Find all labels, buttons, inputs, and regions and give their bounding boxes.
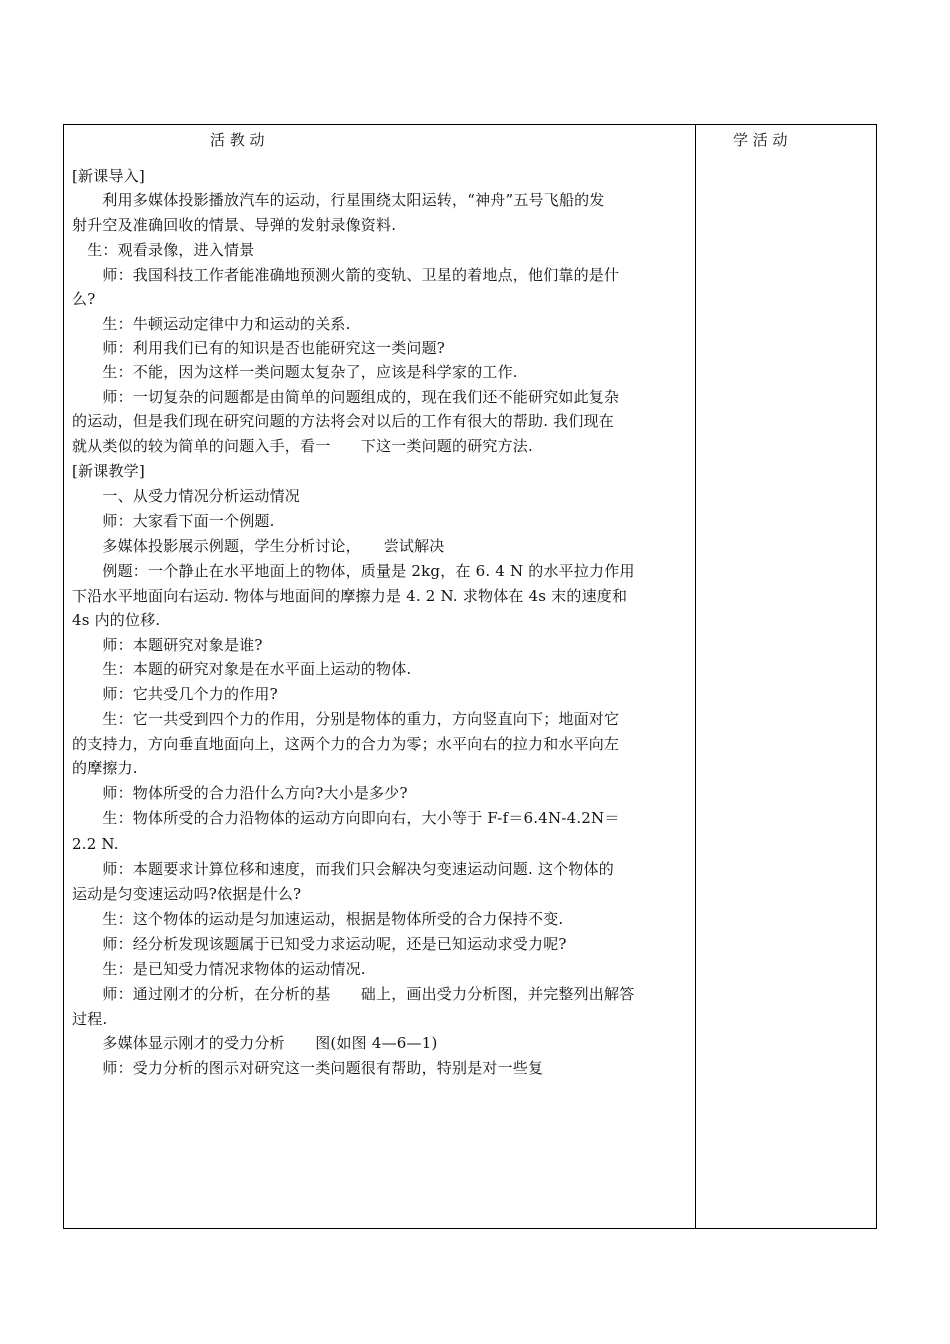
text-line: 师：物体所受的合力沿什么方向?大小是多少?: [72, 784, 408, 802]
text-line: [新课教学]: [72, 462, 145, 480]
text-line: 2.2 N.: [72, 835, 119, 853]
text-line: 生：它一共受到四个力的作用，分别是物体的重力，方向竖直向下；地面对它: [72, 710, 620, 728]
teacher-activity-header: 活 教 动: [210, 131, 265, 149]
text-line: 就从类似的较为简单的问题入手，看一 下这一类问题的研究方法.: [72, 437, 533, 455]
text-line: 过程.: [72, 1010, 108, 1028]
text-line: 师：一切复杂的问题都是由简单的问题组成的，现在我们还不能研究如此复杂: [72, 388, 620, 406]
text-line: 师：经分析发现该题属于已知受力求运动呢，还是已知运动求受力呢?: [72, 935, 567, 953]
text-line: 下沿水平地面向右运动. 物体与地面间的摩擦力是 4. 2 N. 求物体在 4s 末的速度和: [72, 587, 628, 605]
text-line: 例题：一个静止在水平地面上的物体，质量是 2kg，在 6. 4 N 的水平拉力作用: [72, 562, 635, 580]
text-line: 射升空及准确回收的情景、导弹的发射录像资料.: [72, 216, 397, 234]
text-line: 生：物体所受的合力沿物体的运动方向即向右，大小等于 F-f＝6.4N-4.2N＝: [72, 809, 620, 827]
text-line: 生：是已知受力情况求物体的运动情况.: [72, 960, 366, 978]
text-line: 生：牛顿运动定律中力和运动的关系.: [72, 315, 351, 333]
text-line: 师：利用我们已有的知识是否也能研究这一类问题?: [72, 339, 446, 357]
text-line: 生：这个物体的运动是匀加速运动，根据是物体所受的合力保持不变.: [72, 910, 564, 928]
text-line: 运动是匀变速运动吗?依据是什么?: [72, 885, 302, 903]
text-line: 师：本题研究对象是谁?: [72, 636, 263, 654]
text-line: 多媒体显示刚才的受力分析 图(如图 4—6—1): [72, 1034, 438, 1052]
text-line: 生：不能，因为这样一类问题太复杂了，应该是科学家的工作.: [72, 363, 518, 381]
text-line: 么?: [72, 290, 96, 308]
text-line: 师：本题要求计算位移和速度，而我们只会解决匀变速运动问题. 这个物体的: [72, 860, 614, 878]
text-line: 师：我国科技工作者能准确地预测火箭的变轨、卫星的着地点，他们靠的是什: [72, 266, 620, 284]
text-line: 的摩擦力.: [72, 759, 138, 777]
text-line: 师：受力分析的图示对研究这一类问题很有帮助，特别是对一些复: [72, 1059, 544, 1077]
text-line: 的支持力，方向垂直地面向上，这两个力的合力为零；水平向右的拉力和水平向左: [72, 735, 620, 753]
text-line: 一、从受力情况分析运动情况: [72, 487, 301, 505]
student-activity-header: 学 活 动: [733, 131, 788, 149]
text-line: 利用多媒体投影播放汽车的运动，行星围绕太阳运转，“神舟”五号飞船的发: [72, 191, 605, 209]
text-line: 的运动，但是我们现在研究问题的方法将会对以后的工作有很大的帮助. 我们现在: [72, 412, 614, 430]
text-line: [新课导入]: [72, 167, 145, 185]
text-line: 师：它共受几个力的作用?: [72, 685, 278, 703]
text-line: 4s 内的位移.: [72, 611, 161, 629]
column-divider: [695, 124, 696, 1229]
text-line: 多媒体投影展示例题，学生分析讨论， 尝试解决: [72, 537, 445, 555]
text-line: 师：通过刚才的分析，在分析的基 础上，画出受力分析图，并完整列出解答: [72, 985, 635, 1003]
text-line: 师：大家看下面一个例题.: [72, 512, 275, 530]
text-line: 生：观看录像，进入情景: [72, 241, 255, 259]
text-line: 生：本题的研究对象是在水平面上运动的物体.: [72, 660, 412, 678]
